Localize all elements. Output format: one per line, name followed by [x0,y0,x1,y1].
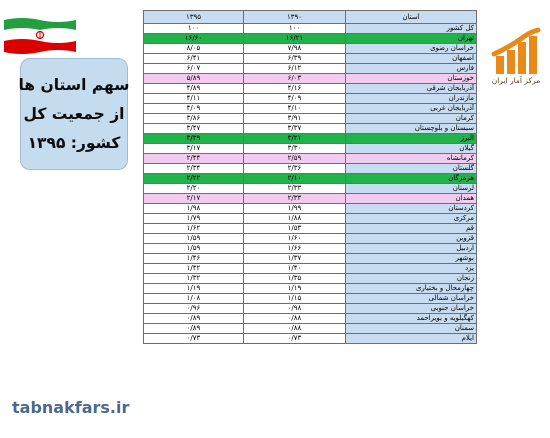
cell-1390: ۷/۹۸ [244,44,346,54]
cell-province: قم [346,224,477,234]
cell-province: گیلان [346,144,477,154]
cell-1395: ۲/۴۴ [144,154,244,164]
cell-province: مازندران [346,94,477,104]
cell-1390: ۱/۶۰ [244,234,346,244]
table-row [144,54,477,64]
cell-1390: ۱/۴۰ [244,264,346,274]
cell-1390: ۰/۷۳ [244,334,346,344]
cell-1395: ۱/۴۲ [144,264,244,274]
table-row [144,294,477,304]
cell-1395: ۳/۸۶ [144,114,244,124]
cell-1390: ۱/۳۵ [244,274,346,284]
cell-1395: ۳/۳۹ [144,134,244,144]
cell-province: سمنان [346,324,477,334]
side-title-line1: سهم استان ها [18,75,130,94]
cell-1395: ۰/۸۹ [144,324,244,334]
cell-1390: ۲/۳۳ [244,184,346,194]
header-province: استان [346,11,477,24]
cell-1395: ۱/۳۲ [144,274,244,284]
cell-province: خراسان جنوبی [346,304,477,314]
table-row [144,224,477,234]
cell-1395: ۱۰۰ [144,24,244,34]
cell-province: لرستان [346,184,477,194]
cell-1395: ۱/۱۹ [144,284,244,294]
cell-1395: ۶/۴۱ [144,54,244,64]
cell-1390: ۴/۰۹ [244,94,346,104]
cell-province: کهگیلویه و بویراحمد [346,314,477,324]
cell-1395: ۱/۴۶ [144,254,244,264]
cell-1395: ۱/۰۸ [144,294,244,304]
cell-1395: ۲/۱۷ [144,194,244,204]
table-row [144,254,477,264]
cell-1390: ۱/۱۵ [244,294,346,304]
cell-1395: ۴/۰۹ [144,104,244,114]
cell-1395: ۴/۱۱ [144,94,244,104]
cell-province: مرکزی [346,214,477,224]
cell-1390: ۳/۹۱ [244,114,346,124]
table-row [144,164,477,174]
province-population-table [143,10,477,344]
table-row [144,74,477,84]
table-row [144,84,477,94]
cell-province: بوشهر [346,254,477,264]
table-row [144,94,477,104]
cell-1390: ۱/۳۷ [244,254,346,264]
cell-1395: ۱/۶۲ [144,224,244,234]
table-body [144,24,477,344]
cell-province: یزد [346,264,477,274]
cell-province: کرمانشاه [346,154,477,164]
cell-province: کل کشور [346,24,477,34]
cell-1390: ۰/۸۸ [244,324,346,334]
table-row [144,214,477,224]
cell-province: خراسان شمالی [346,294,477,304]
table-row [144,34,477,44]
cell-1395: ۶/۰۷ [144,64,244,74]
cell-1390: ۳/۳۷ [244,124,346,134]
cell-province: اردبیل [346,244,477,254]
cell-province: اصفهان [346,54,477,64]
table-row [144,144,477,154]
cell-1390: ۱/۵۳ [244,224,346,234]
logo-bars [494,30,538,74]
cell-1390: ۲/۳۶ [244,164,346,174]
cell-province: هرمزگان [346,174,477,184]
cell-1390: ۳/۳۰ [244,144,346,154]
cell-1390: ۱/۶۶ [244,244,346,254]
cell-1390: ۳/۲۱ [244,134,346,144]
cell-1390: ۴/۱۶ [244,84,346,94]
table-row [144,244,477,254]
side-title-box [20,58,128,170]
cell-1395: ۳/۴۷ [144,124,244,134]
cell-1390: ۱/۱۹ [244,284,346,294]
table-row [144,104,477,114]
table-row [144,274,477,284]
cell-1395: ۳/۱۷ [144,144,244,154]
statistical-center-logo-icon [486,26,546,76]
table-row [144,284,477,294]
cell-1390: ۱۰۰ [244,24,346,34]
cell-1390: ۶/۳۹ [244,54,346,64]
cell-1395: ۸/۰۵ [144,44,244,54]
cell-province: فارس [346,64,477,74]
cell-1390: ۲/۳۳ [244,194,346,204]
cell-province: آذربایجان شرقی [346,84,477,94]
watermark-text: tabnakfars.ir [12,398,130,417]
cell-province: البرز [346,134,477,144]
cell-province: سیستان و بلوچستان [346,124,477,134]
cell-province: کردستان [346,204,477,214]
cell-1395: ۰/۸۹ [144,314,244,324]
table-row [144,124,477,134]
table-row [144,64,477,74]
table-row [144,114,477,124]
table-row [144,234,477,244]
cell-1390: ۰/۹۸ [244,304,346,314]
cell-1395: ۴/۸۹ [144,84,244,94]
cell-province: قزوین [346,234,477,244]
table-row [144,154,477,164]
cell-1395: ۱۶/۶۰ [144,34,244,44]
table-row [144,134,477,144]
cell-1395: ۱/۵۹ [144,234,244,244]
cell-province: خراسان رضوی [346,44,477,54]
cell-province: کرمان [346,114,477,124]
cell-1390: ۲/۵۹ [244,154,346,164]
cell-1390: ۶/۰۳ [244,74,346,84]
cell-1390: ۱۶/۲۱ [244,34,346,44]
cell-1395: ۲/۲۰ [144,184,244,194]
cell-1395: ۵/۸۹ [144,74,244,84]
cell-1390: ۰/۸۸ [244,314,346,324]
cell-1395: ۲/۲۲ [144,174,244,184]
cell-1390: ۲/۱۰ [244,174,346,184]
header-1390: ۱۳۹۰ [244,11,346,24]
side-title-line2: از جمعیت کل [23,104,125,123]
table-row [144,204,477,214]
iran-flag-icon [2,14,78,58]
cell-1395: ۱/۹۸ [144,204,244,214]
table-row [144,194,477,204]
cell-province: خوزستان [346,74,477,84]
table-row [144,174,477,184]
cell-1395: ۱/۷۹ [144,214,244,224]
cell-province: تهران [346,34,477,44]
cell-1395: ۱/۵۹ [144,244,244,254]
table-row [144,334,477,344]
table-row [144,324,477,334]
cell-1390: ۱/۸۸ [244,214,346,224]
table-row [144,184,477,194]
cell-1395: ۰/۷۳ [144,334,244,344]
cell-province: چهارمحال و بختیاری [346,284,477,294]
logo-caption: مرکز آمار ایران [491,76,541,85]
table-row [144,264,477,274]
table-row [144,24,477,34]
table-row [144,304,477,314]
cell-province: آذربایجان غربی [346,104,477,114]
cell-1390: ۱/۹۹ [244,204,346,214]
table-header-row [144,11,477,24]
cell-province: همدان [346,194,477,204]
table-row [144,314,477,324]
cell-1395: ۲/۳۴ [144,164,244,174]
table-row [144,44,477,54]
cell-province: گلستان [346,164,477,174]
cell-1390: ۴/۱۰ [244,104,346,114]
cell-1390: ۶/۱۲ [244,64,346,74]
flag-shape [4,18,76,54]
cell-province: زنجان [346,274,477,284]
header-1395: ۱۳۹۵ [144,11,244,24]
cell-1395: ۰/۹۶ [144,304,244,314]
side-title-line3: کشور: ۱۳۹۵ [27,133,121,152]
cell-province: ایلام [346,334,477,344]
